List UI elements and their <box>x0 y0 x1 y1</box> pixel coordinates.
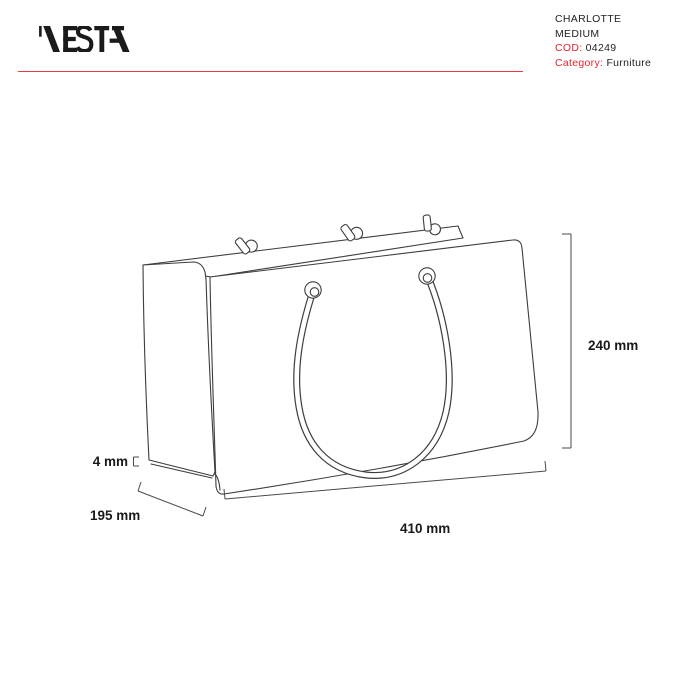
cod-value: 04249 <box>585 42 617 54</box>
dim-width-label: 410 mm <box>400 521 451 536</box>
category-label: Category: <box>555 56 604 69</box>
dim-depth-tick-left <box>138 482 141 491</box>
cod-label: COD: <box>555 42 583 54</box>
dim-height-label: 240 mm <box>588 338 639 353</box>
bag-side-panel <box>143 262 215 476</box>
product-name-line1: CHARLOTTE <box>555 13 622 25</box>
grommet-right <box>419 268 435 284</box>
rope-end <box>423 215 432 232</box>
grommet-left <box>305 282 321 298</box>
dim-depth-tick-right <box>203 507 206 516</box>
grommet-hole <box>310 288 319 297</box>
dim-depth-label: 195 mm <box>90 508 141 523</box>
bag-front-panel <box>210 240 538 494</box>
dim-depth <box>90 482 206 523</box>
dim-base <box>93 454 139 469</box>
grommet-hole <box>423 274 432 283</box>
dim-width-tick-right <box>545 461 546 471</box>
dim-depth-line <box>138 491 203 516</box>
dim-base-label: 4 mm <box>92 454 128 469</box>
dim-height <box>562 234 638 448</box>
product-name-line2: MEDIUM <box>555 27 600 40</box>
category-value: Furniture <box>606 56 652 69</box>
